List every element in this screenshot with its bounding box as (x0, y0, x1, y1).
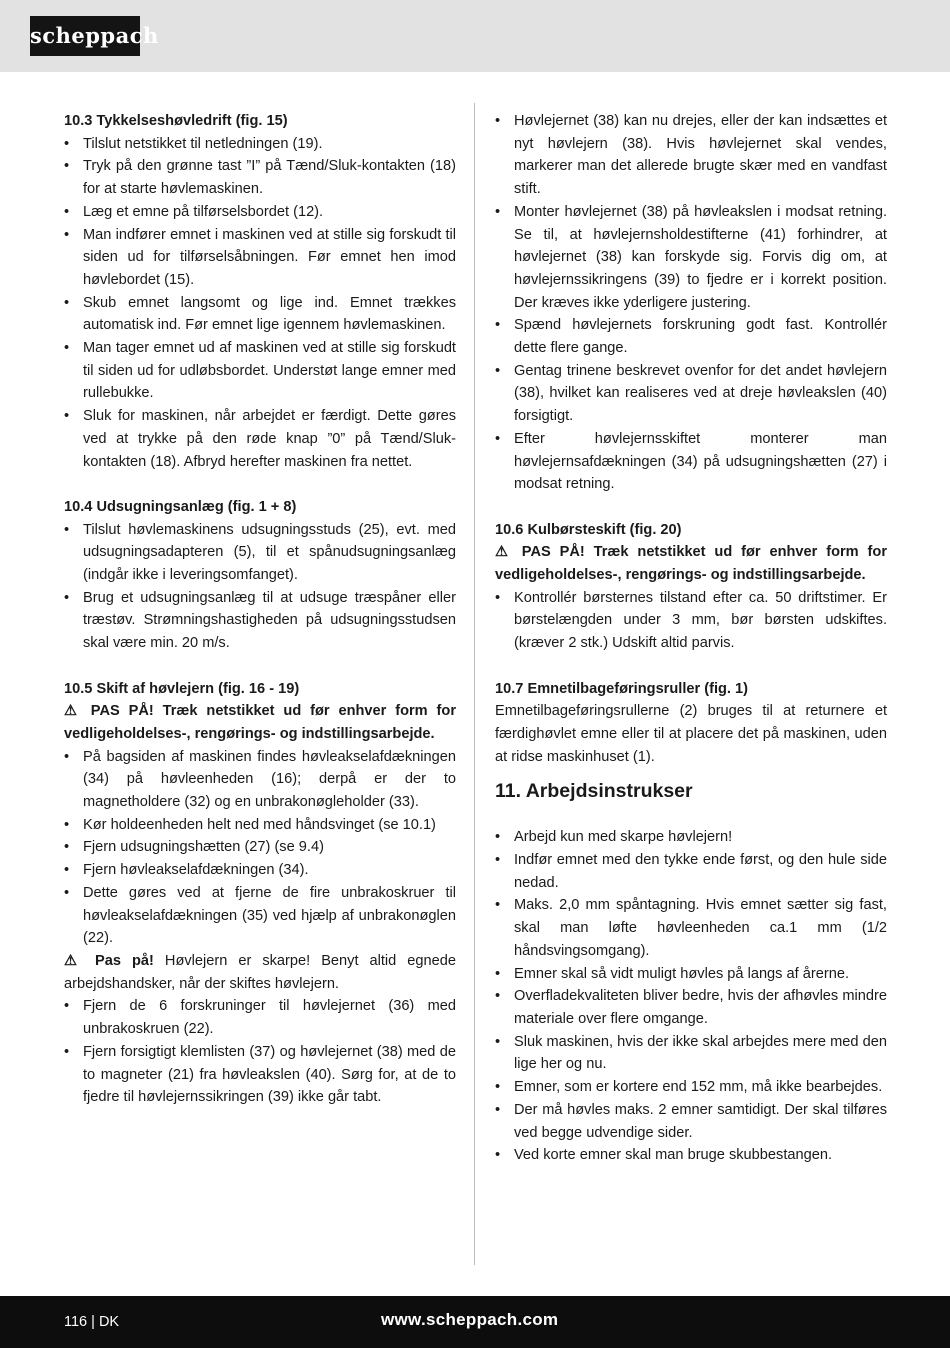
bullet-list (64, 133, 456, 474)
section-10-5 (64, 678, 456, 1109)
section-10-4 (64, 496, 456, 655)
list-item: • Man indfører emnet i maskinen ved at stille sig forskudt til siden ud for tilførselsåbningen. Før emnet hen imod høvlebordet (15). (64, 224, 456, 292)
list-item: • Arbejd kun med skarpe høvlejern! (495, 826, 887, 849)
section-10-6 (495, 519, 887, 655)
caution-paragraph (64, 950, 456, 995)
bullet-list (495, 826, 887, 1167)
list-item: • Dette gøres ved at fjerne de fire unbrakoskruer til høvleakselafdækningen (35) ved hjælp af unbrakonøglen (22). (64, 882, 456, 950)
paragraph: Emnetilbageføringsrullerne (2) bruges til at returnere et færdighøvlet emne eller til at placere det på maskinen, uden at ridse maskinhuset (1). (495, 703, 887, 765)
list-item: • Sluk for maskinen, når arbejdet er færdigt. Dette gøres ved at trykke på den røde knap ”0” på Tænd/Sluk-kontakten (18). Afbryd herefter maskinen fra nettet. (64, 405, 456, 473)
page-number: 116 | DK (64, 1314, 120, 1330)
list-item: • Emner, som er kortere end 152 mm, må ikke bearbejdes. (495, 1076, 887, 1099)
caution-label: ⚠ Pas på! (64, 952, 154, 969)
list-item: • Fjern de 6 forskruninger til høvlejernet (36) med unbrakoskruen (22). (64, 995, 456, 1040)
list-item: • Høvlejernet (38) kan nu drejes, eller der kan indsættes et nyt høvlejern (38). Hvis høvlejernet skal vendes, markerer man det allerede brugte skær med en vandfast stift. (495, 110, 887, 201)
list-item: • Fjern forsigtigt klemlisten (37) og høvlejernet (38) med de to magneter (21) fra høvleakslen (40). Sørg for, at de to fjedre til høvlejernssikringen (39) ikke går tabt. (64, 1041, 456, 1109)
section-heading: 10.7 Emnetilbageføringsruller (fig. 1) (495, 680, 749, 697)
section-heading: 10.3 Tykkelseshøvledrift (fig. 15) (64, 113, 288, 129)
list-item: • Fjern høvleakselafdækningen (34). (64, 859, 456, 882)
brand-logo: scheppach (30, 16, 140, 56)
caution-text: Høvlejern er skarpe! Benyt altid egnede arbejdshandsker, når der skiftes høvlejern. (64, 952, 456, 992)
chapter-heading: 11. Arbejdsinstrukser (495, 780, 693, 803)
list-item: • Tryk på den grønne tast ”I” på Tænd/Sluk-kontakten (18) for at starte høvlemaskinen. (64, 155, 456, 200)
right-column (495, 110, 887, 1167)
list-item: • Maks. 2,0 mm spåntagning. Hvis emnet sætter sig fast, skal man løfte høvleenheden ca.1 mm (1/2 håndsvingsomgang). (495, 894, 887, 962)
list-item: • Brug et udsugningsanlæg til at udsuge træspåner eller træstøv. Strømningshastigheden på udsugningsstudsen skal være min. 20 m/s. (64, 587, 456, 655)
list-item: • Kør holdeenheden helt ned med håndsvinget (se 10.1) (64, 814, 456, 837)
list-item: • Tilslut høvlemaskinens udsugningsstuds (25), evt. med udsugningsadapteren (5), til et spånudsugningsanlæg (indgår ikke i leveringsomfanget). (64, 519, 456, 587)
section-11 (495, 778, 887, 1167)
list-item: • Man tager emnet ud af maskinen ved at stille sig forskudt til siden ud for udløbsbordet. Understøt lange emner med rullebukke. (64, 337, 456, 405)
list-item: • Sluk maskinen, hvis der ikke skal arbejdes mere med den lige her og nu. (495, 1031, 887, 1076)
list-item: • Ved korte emner skal man bruge skubbestangen. (495, 1144, 887, 1167)
list-item: • Der må høvles maks. 2 emner samtidigt. Der skal tilføres ved begge udvendige sider. (495, 1099, 887, 1144)
bullet-list (495, 587, 887, 655)
page-footer (0, 1296, 950, 1348)
warning-text: ⚠ PAS PÅ! Træk netstikket ud før enhver form for vedligeholdelses-, rengørings- og indstillingsarbejde. (495, 544, 887, 584)
section-10-7 (495, 678, 887, 769)
page-header (0, 0, 950, 72)
list-item: • Gentag trinene beskrevet ovenfor for det andet høvlejern (38), hvilket kan realiseres ved at dreje høvleakslen (40) forsigtigt. (495, 360, 887, 428)
bullet-list (64, 519, 456, 655)
website-link[interactable]: www.scheppach.com (381, 1310, 559, 1329)
list-item: • Overfladekvaliteten bliver bedre, hvis der afhøvles mindre materiale over flere omgange. (495, 985, 887, 1030)
section-heading: 10.6 Kulbørsteskift (fig. 20) (495, 521, 682, 538)
list-item: • Kontrollér børsternes tilstand efter ca. 50 driftstimer. Er børstelængden under 3 mm, bør børsten udskiftes. (kræver 2 stk.) Udskift altid parvis. (495, 587, 887, 655)
list-item: • Monter høvlejernet (38) på høvleakslen i modsat retning. Se til, at høvlejernsholdestifterne (41) forhindrer, at høvlejernet (38) kan forskyde sig. Forvis dig om, at høvlejernssikringens (39) to fjedre er i korrekt position. Der kræves ikke yderligere justering. (495, 201, 887, 315)
list-item: • Tilslut netstikket til netledningen (19). (64, 133, 456, 156)
list-item: • Spænd høvlejernets forskruning godt fast. Kontrollér dette flere gange. (495, 314, 887, 359)
list-item: • Efter høvlejernsskiftet monterer man høvlejernsafdækningen (34) på udsugningshætten (27) i modsat retning. (495, 428, 887, 496)
bullet-list (495, 110, 887, 496)
section-heading: 10.4 Udsugningsanlæg (fig. 1 + 8) (64, 498, 297, 515)
list-item: • Fjern udsugningshætten (27) (se 9.4) (64, 836, 456, 859)
section-10-3 (64, 110, 456, 473)
list-item: • Læg et emne på tilførselsbordet (12). (64, 201, 456, 224)
bullet-list (64, 995, 456, 1109)
left-column (64, 110, 456, 1109)
column-divider (474, 103, 475, 1265)
bullet-list (64, 746, 456, 950)
list-item: • Emner skal så vidt muligt høvles på langs af årerne. (495, 963, 887, 986)
list-item: • Indfør emnet med den tykke ende først, og den hule side nedad. (495, 849, 887, 894)
list-item: • På bagsiden af maskinen findes høvleakselafdækningen (34) på høvleenheden (16); derpå er der to magnetholdere (32) og en unbrakonøgleholder (33). (64, 746, 456, 814)
warning-text: ⚠ PAS PÅ! Træk netstikket ud før enhver form for vedligeholdelses-, rengørings- og indstillingsarbejde. (64, 703, 456, 742)
list-item: • Skub emnet langsomt og lige ind. Emnet trækkes automatisk ind. Før emnet lige igennem høvlemaskinen. (64, 292, 456, 337)
section-heading: 10.5 Skift af høvlejern (fig. 16 - 19) (64, 680, 300, 697)
